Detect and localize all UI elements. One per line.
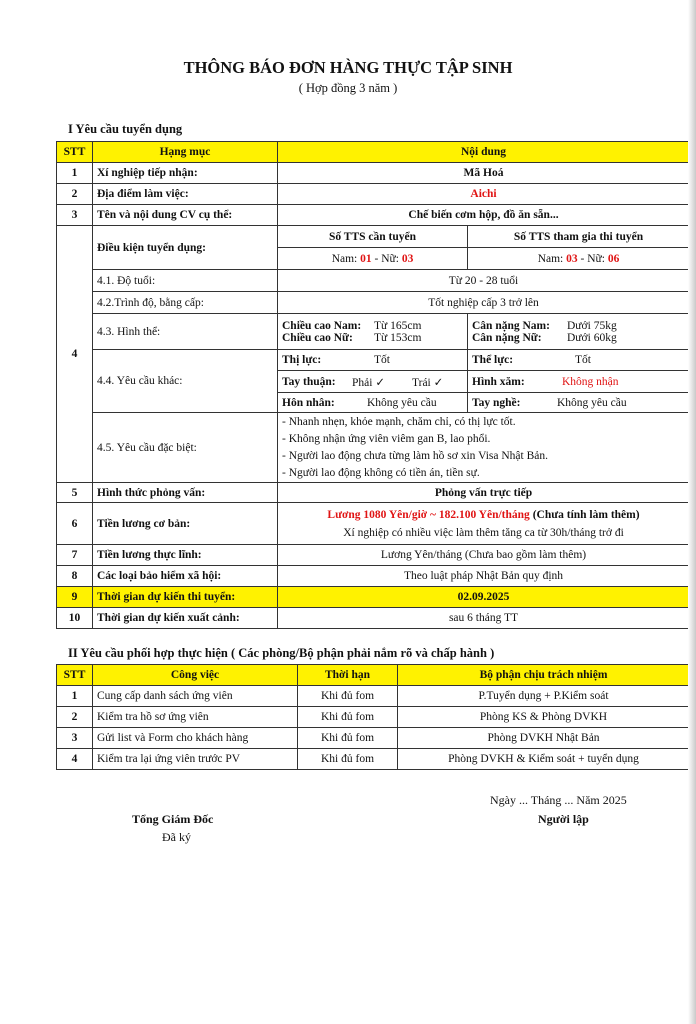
- document-title: THÔNG BÁO ĐƠN HÀNG THỰC TẬP SINH: [183, 58, 513, 77]
- page-edge-shadow: [688, 0, 696, 1024]
- work-location: Aichi: [278, 184, 690, 205]
- director-signed: Đã ký: [162, 830, 191, 844]
- table-row: 4 Kiểm tra lại ứng viên trước PV Khi đủ fom Phòng DVKH & Kiểm soát + tuyển dụng: [57, 749, 690, 770]
- table-row: 4.1. Độ tuổi: Từ 20 - 28 tuổi: [57, 270, 690, 292]
- signing-date: Ngày ... Tháng ... Năm 2025: [490, 793, 627, 807]
- table-row: 4.4. Yêu cầu khác: Thị lực: Tốt Thể lực: Tốt: [57, 350, 690, 371]
- table-row: 6 Tiền lương cơ bản: Lương 1080 Yên/giờ ~ 182.100 Yên/tháng (Chưa tính làm thêm) Xí nghiệp có nhiều việc làm thêm tăng ca từ 30h/tháng trở đi: [57, 503, 690, 545]
- height-cell: Chiều cao Nam: Từ 165cm Chiều cao Nữ: Từ 153cm: [278, 314, 468, 350]
- basic-salary: Lương 1080 Yên/giờ ~ 182.100 Yên/tháng (Chưa tính làm thêm) Xí nghiệp có nhiều việc làm thêm tăng ca từ 30h/tháng trở đi: [278, 503, 690, 545]
- header-category: Hạng mục: [93, 142, 278, 163]
- table-row: 3 Tên và nội dung CV cụ thể: Chế biến cơm hộp, đồ ăn sẵn...: [57, 205, 690, 226]
- table-row: 8 Các loại bảo hiểm xã hội: Theo luật pháp Nhật Bản quy định: [57, 566, 690, 587]
- weight-cell: Cân nặng Nam: Dưới 75kg Cân nặng Nữ: Dưới 60kg: [468, 314, 690, 350]
- table-row: [57, 413, 690, 483]
- tattoo-cell: Hình xăm: Không nhận: [468, 371, 690, 393]
- receiving-company: Mã Hoá: [278, 163, 690, 184]
- table-row: 1 Xí nghiệp tiếp nhận: Mã Hoá: [57, 163, 690, 184]
- table-row: 3 Gửi list và Form cho khách hàng Khi đủ fom Phòng DVKH Nhật Bản: [57, 728, 690, 749]
- header-content: Nội dung: [278, 142, 690, 163]
- document-subtitle: ( Hợp đồng 3 năm ): [298, 81, 398, 95]
- table-row: 10 Thời gian dự kiến xuất cảnh: sau 6 tháng TT: [57, 608, 690, 629]
- exam-date: 02.09.2025: [278, 587, 690, 608]
- departure-time: sau 6 tháng TT: [278, 608, 690, 629]
- interview-type: Phỏng vấn trực tiếp: [278, 483, 690, 503]
- conditions-label: Điều kiện tuyển dụng:: [93, 226, 278, 270]
- table-row: 7 Tiền lương thực lĩnh: Lương Yên/tháng (Chưa bao gồm làm thêm): [57, 545, 690, 566]
- net-salary: Lương Yên/tháng (Chưa bao gồm làm thêm): [278, 545, 690, 566]
- needed-count: Nam: 01 - Nữ: 03: [278, 248, 468, 270]
- table-row: 2 Địa điểm làm việc: Aichi: [57, 184, 690, 205]
- special-requirements-list: - Nhanh nhẹn, khỏe mạnh, chăm chỉ, có thị lực tốt. - Không nhận ứng viên viêm gan B, lao phổi. - Người lao động chưa từng làm hồ sơ xin Visa Nhật Bản. - Người lao động không có tiền án, tiền sự.: [278, 413, 690, 483]
- social-insurance: Theo luật pháp Nhật Bản quy định: [278, 566, 690, 587]
- education-level: Tốt nghiệp cấp 3 trở lên: [278, 292, 690, 314]
- dominant-hand: Tay thuận: Phải ✓ Trái ✓: [278, 371, 468, 393]
- table-row: 5 Hình thức phỏng vấn: Phỏng vấn trực tiếp: [57, 483, 690, 503]
- table-row: 4.3. Hình thể: Chiều cao Nam: Từ 165cm Chiều cao Nữ: Từ 153cm Cân nặng Nam: Dưới 75kg Cân nặng Nữ: Dưới 60kg: [57, 314, 690, 350]
- coordination-table: STT Công việc Thời hạn Bộ phận chịu trách nhiệm 1 Cung cấp danh sách ứng viên Khi đủ fom P.Tuyển dụng + P.Kiểm soát 2 Kiểm tra hồ sơ ứng viên Khi đủ fom Phòng KS & Phòng DVKH 3 Gửi list và Form cho khách hàng Khi đủ fom Phòng DVKH Nhật Bản 4 Kiểm tra lại ứng viên trước PV Khi đủ fom Phòng DVKH & Kiểm soát + tuyển dụng: [56, 664, 690, 770]
- table-row: 4.2.Trình độ, bằng cấp: Tốt nghiệp cấp 3 trở lên: [57, 292, 690, 314]
- section-1-heading: I Yêu cầu tuyển dụng: [68, 122, 183, 136]
- creator-title: Người lập: [538, 812, 589, 826]
- table-row: 1 Cung cấp danh sách ứng viên Khi đủ fom P.Tuyển dụng + P.Kiểm soát: [57, 686, 690, 707]
- table-row: 2 Kiểm tra hồ sơ ứng viên Khi đủ fom Phòng KS & Phòng DVKH: [57, 707, 690, 728]
- exam-count: Nam: 03 - Nữ: 06: [468, 248, 690, 270]
- table-row: 9 Thời gian dự kiến thi tuyển: 02.09.2025: [57, 587, 690, 608]
- section-2-heading: II Yêu cầu phối hợp thực hiện ( Các phòng/Bộ phận phải nắm rõ và chấp hành ): [68, 646, 495, 660]
- table-row: 4 Điều kiện tuyển dụng: Số TTS cần tuyển Số TTS tham gia thi tuyển: [57, 226, 690, 248]
- special-requirements-label: 4.5. Yêu cầu đặc biệt:: [93, 413, 278, 483]
- requirements-table: [56, 141, 690, 629]
- job-description: Chế biến cơm hộp, đồ ăn sẵn...: [278, 205, 690, 226]
- table-row: Hôn nhân: Không yêu cầu Tay nghề: Không yêu cầu: [57, 393, 690, 413]
- other-requirements-label: 4.4. Yêu cầu khác:: [93, 350, 278, 413]
- header-stt: STT: [57, 142, 93, 163]
- director-title: Tổng Giám Đốc: [132, 812, 214, 826]
- age-range: Từ 20 - 28 tuổi: [278, 270, 690, 292]
